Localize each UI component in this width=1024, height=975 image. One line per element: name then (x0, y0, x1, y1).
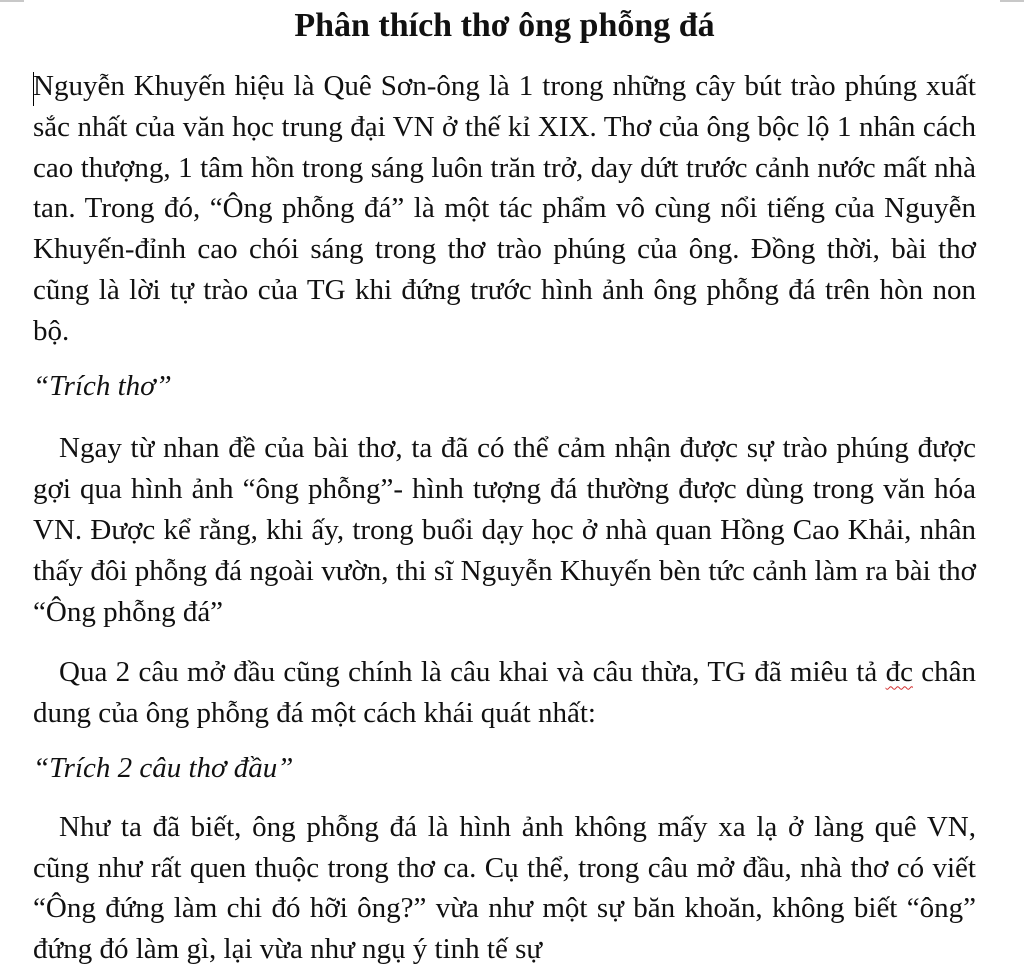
right-margin-marker (1000, 0, 1024, 2)
paragraph-first-line-analysis: Như ta đã biết, ông phỗng đá là hình ảnh không mấy xa lạ ở làng quê VN, cũng như rất quen thuộc trong thơ ca. Cụ thể, trong câu mở đầu, nhà thơ có viết “Ông đứng làm chi đó hỡi ông?” vừa như một sự băn khoăn, không biết “ông” đứng đó làm gì, lại vừa như ngụ ý tinh tế sự (33, 810, 976, 966)
document-title: Phân thích thơ ông phỗng đá (294, 7, 715, 44)
paragraph-title-analysis: Ngay từ nhan đề của bài thơ, ta đã có thể cảm nhận được sự trào phúng được gợi qua hình ảnh “ông phỗng”- hình tượng đá thường được dùng trong văn hóa VN. Được kể rằng, khi ấy, trong buổi dạy học ở nhà quan Hồng Cao Khải, nhân thấy đôi phỗng đá ngoài vườn, thi sĩ Nguyễn Khuyến bèn tức cảnh làm ra bài thơ “Ông phỗng đá” (33, 432, 976, 628)
spellcheck-flagged-word[interactable]: đc (885, 656, 913, 689)
left-margin-marker (0, 0, 24, 2)
quote-placeholder-poem: “Trích thơ” (33, 369, 172, 402)
document-body[interactable] (33, 0, 976, 970)
paragraph-intro: Nguyễn Khuyến hiệu là Quê Sơn-ông là 1 trong những cây bút trào phúng xuất sắc nhất của văn học trung đại VN ở thế kỉ XIX. Thơ của ông bộc lộ 1 nhân cách cao thượng, 1 tâm hồn trong sáng luôn trăn trở, day dứt trước cảnh nước mất nhà tan. Trong đó, “Ông phỗng đá” là một tác phẩm vô cùng nổi tiếng của Nguyễn Khuyến-đỉnh cao chói sáng trong thơ trào phúng của ông. Đồng thời, bài thơ cũng là lời tự trào của TG khi đứng trước hình ảnh ông phỗng đá trên hòn non bộ. (33, 70, 976, 347)
paragraph-opening-lines-end: chân dung của ông phỗng đá một cách khái quát nhất: (33, 656, 976, 730)
paragraph-opening-lines-start: Qua 2 câu mở đầu cũng chính là câu khai và câu thừa, TG đã miêu tả (59, 656, 886, 689)
quote-placeholder-two-lines: “Trích 2 câu thơ đầu” (33, 751, 294, 784)
paragraph-opening-lines (33, 652, 976, 734)
